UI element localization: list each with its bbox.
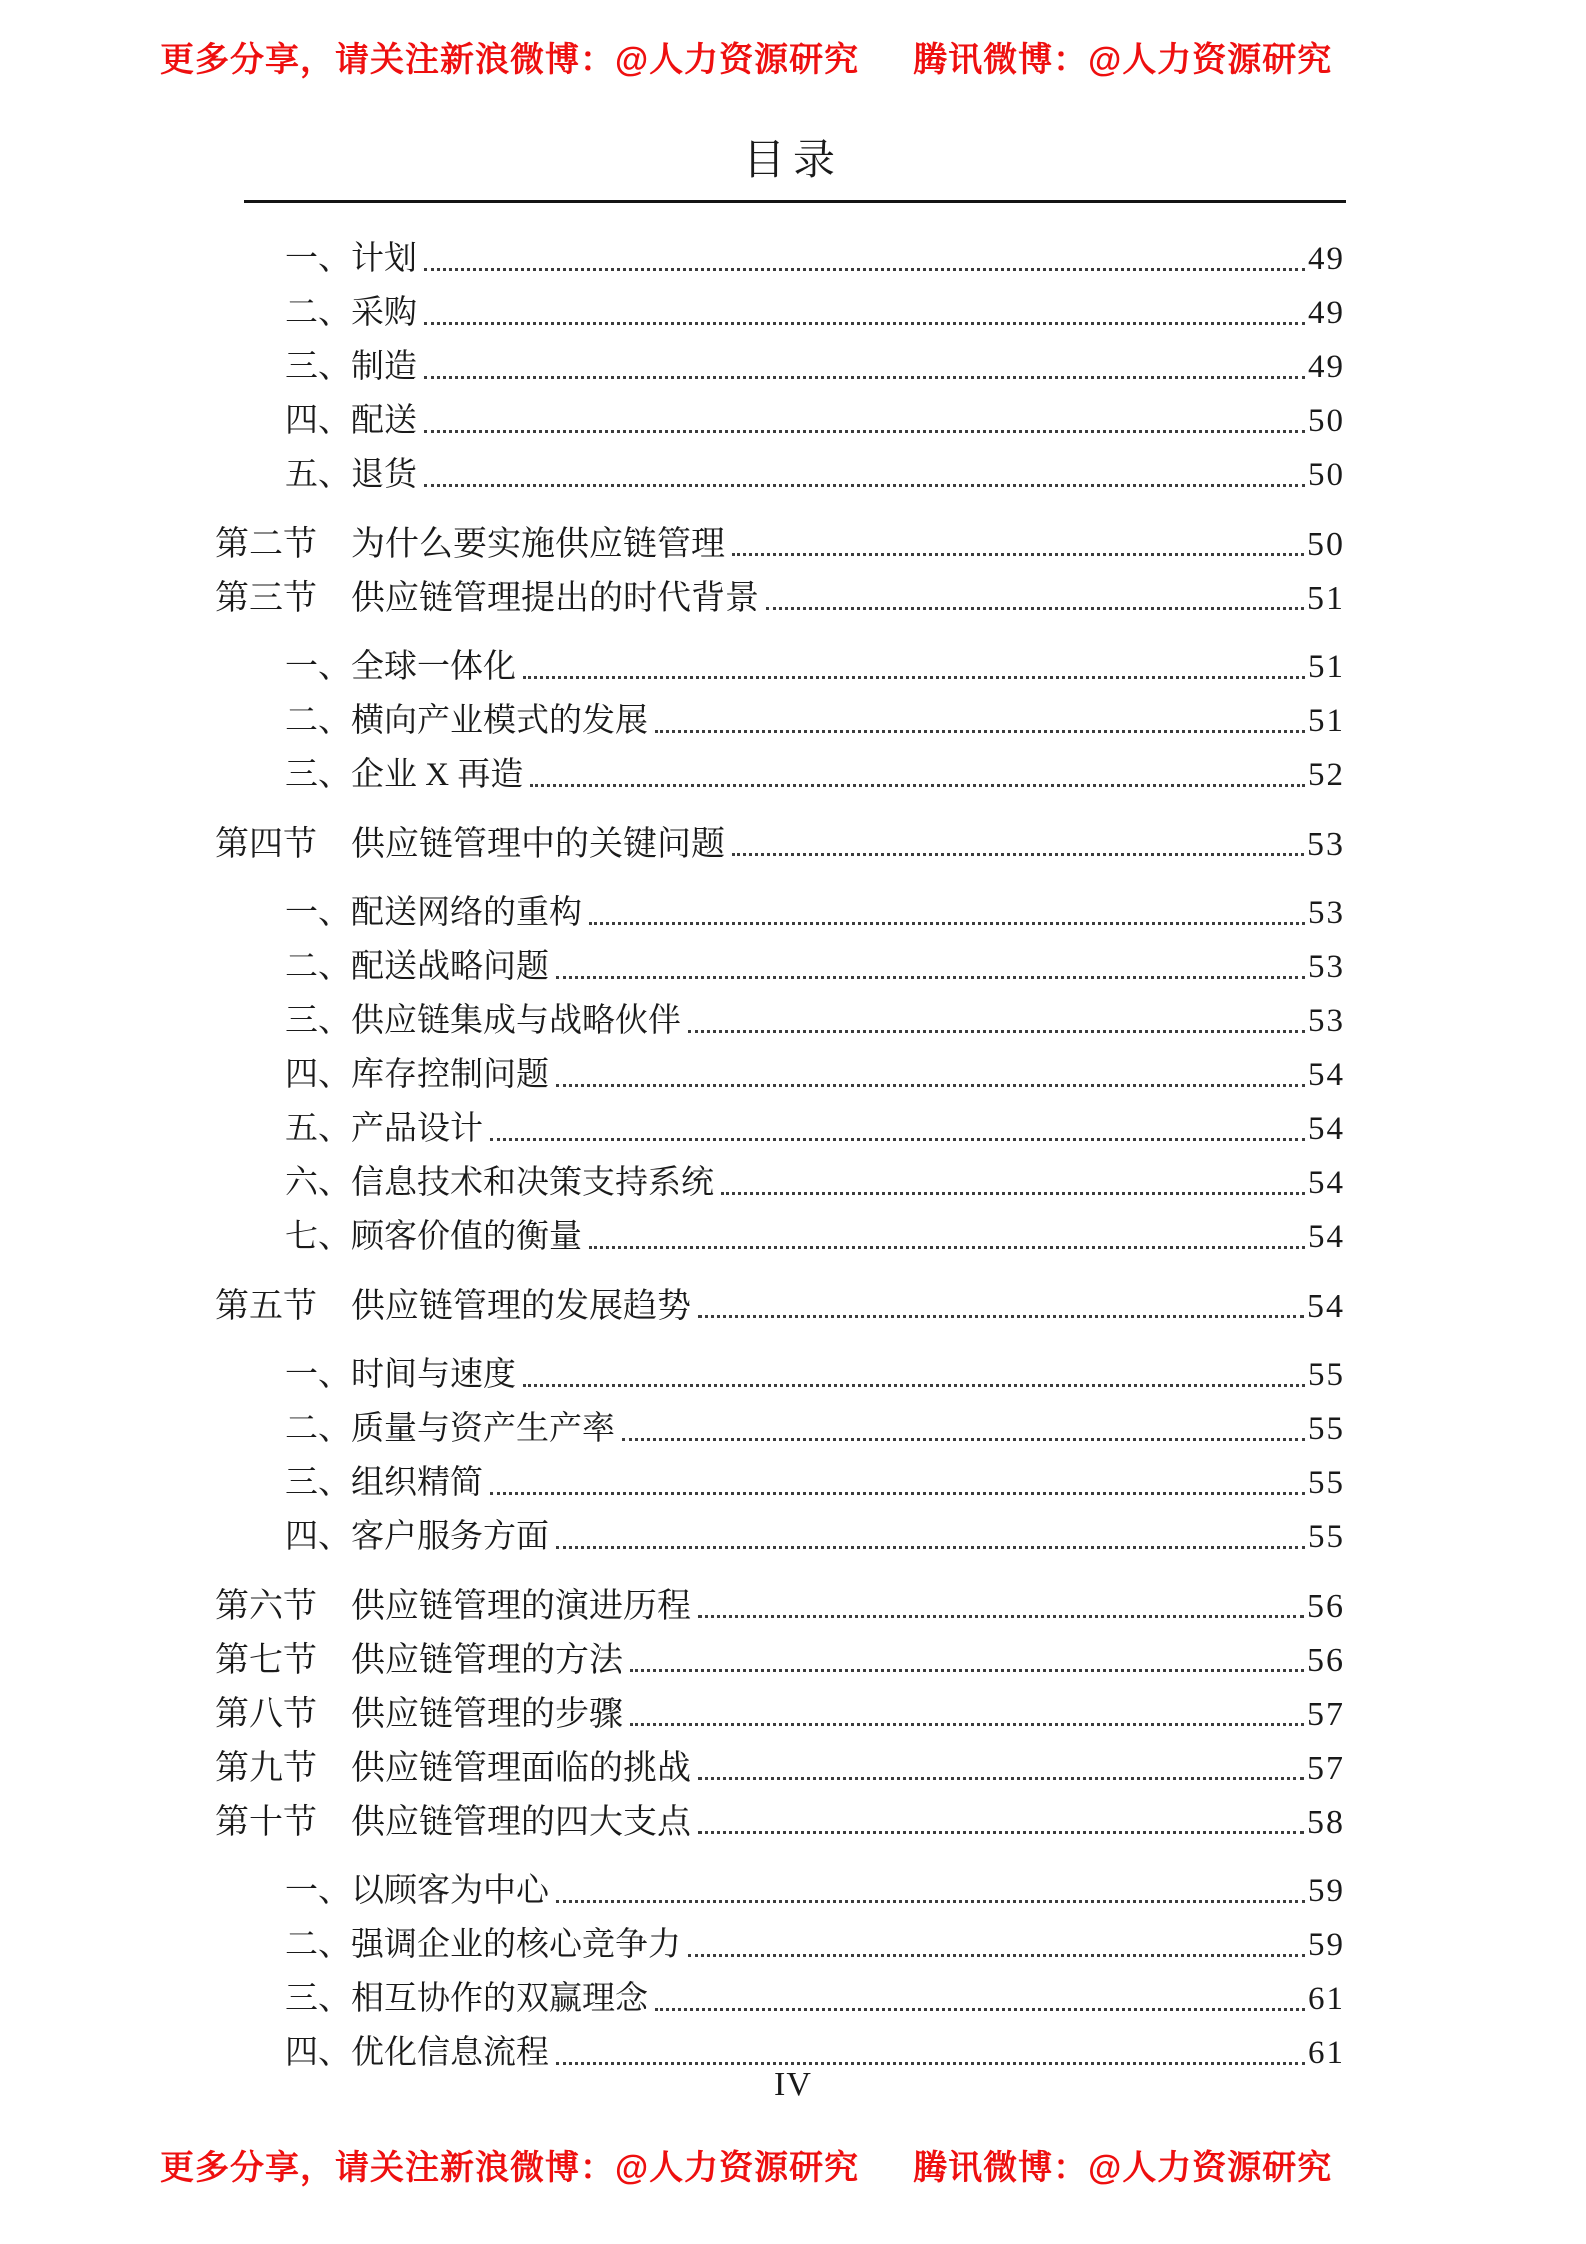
toc-entry-page: 56 <box>1307 1587 1345 1625</box>
toc-entry[interactable] <box>215 1272 1345 1326</box>
toc-entry-label: 一、计划 <box>285 241 417 278</box>
toc-entry-label: 第二节 为什么要实施供应链管理 <box>215 525 725 563</box>
toc-entry[interactable] <box>215 1149 1345 1203</box>
toc-entry-page: 49 <box>1308 349 1345 386</box>
toc-entry[interactable] <box>215 1572 1345 1626</box>
toc-dot-leader <box>655 2008 1305 2011</box>
toc-entry-page: 51 <box>1307 579 1345 617</box>
toc-entry-page: 52 <box>1308 757 1345 794</box>
toc-dot-leader <box>766 607 1304 610</box>
toc-entry-label: 四、配送 <box>285 403 417 440</box>
toc-entry-label: 三、组织精简 <box>285 1465 483 1502</box>
toc-entry[interactable] <box>215 279 1345 333</box>
toc-entry[interactable] <box>215 879 1345 933</box>
toc-entry-page: 54 <box>1307 1287 1345 1325</box>
toc-entry-page: 50 <box>1308 403 1345 440</box>
toc-dot-leader <box>424 322 1305 325</box>
footer-promo <box>160 2140 1332 2189</box>
toc-entry-page: 53 <box>1308 1003 1345 1040</box>
toc-entry-label: 第五节 供应链管理的发展趋势 <box>215 1287 691 1325</box>
toc-entry[interactable] <box>215 1041 1345 1095</box>
toc-dot-leader <box>556 1084 1305 1087</box>
toc-entry[interactable] <box>215 2019 1345 2073</box>
toc-entry[interactable] <box>215 741 1345 795</box>
toc-entry-label: 一、时间与速度 <box>285 1357 516 1394</box>
toc-entry-label: 三、企业 X 再造 <box>285 757 524 794</box>
toc-entry[interactable] <box>215 333 1345 387</box>
toc-dot-leader <box>732 853 1304 856</box>
toc-dot-leader <box>732 553 1304 556</box>
toc-entry[interactable] <box>215 510 1345 564</box>
toc-dot-leader <box>688 1954 1305 1957</box>
toc-entry-label: 五、产品设计 <box>285 1111 483 1148</box>
toc-entry[interactable] <box>215 1095 1345 1149</box>
toc-dot-leader <box>556 976 1305 979</box>
toc-entry-label: 二、采购 <box>285 295 417 332</box>
toc-entry[interactable] <box>215 225 1345 279</box>
toc-entry-page: 58 <box>1307 1803 1345 1841</box>
toc-dot-leader <box>523 676 1305 679</box>
toc-entry[interactable] <box>215 1395 1345 1449</box>
toc-entry[interactable] <box>215 441 1345 495</box>
toc-entry-page: 54 <box>1308 1057 1345 1094</box>
toc-entry[interactable] <box>215 564 1345 618</box>
toc-list <box>215 225 1345 2073</box>
toc-entry-page: 53 <box>1307 825 1345 863</box>
toc-dot-leader <box>523 1384 1305 1387</box>
toc-entry[interactable] <box>215 387 1345 441</box>
toc-entry-page: 54 <box>1308 1165 1345 1202</box>
toc-entry-page: 50 <box>1308 457 1345 494</box>
toc-entry-label: 二、质量与资产生产率 <box>285 1411 615 1448</box>
toc-entry-label: 五、退货 <box>285 457 417 494</box>
footer-promo-left: 更多分享，请关注新浪微博：@人力资源研究 <box>160 2149 860 2187</box>
toc-entry-page: 50 <box>1307 525 1345 563</box>
toc-dot-leader <box>698 1315 1304 1318</box>
toc-entry[interactable] <box>215 633 1345 687</box>
toc-dot-leader <box>424 268 1305 271</box>
toc-entry[interactable] <box>215 1449 1345 1503</box>
toc-entry-page: 57 <box>1307 1695 1345 1733</box>
toc-entry[interactable] <box>215 687 1345 741</box>
header-promo-left: 更多分享，请关注新浪微博：@人力资源研究 <box>160 41 860 79</box>
toc-entry-label: 第十节 供应链管理的四大支点 <box>215 1803 691 1841</box>
toc-entry[interactable] <box>215 1626 1345 1680</box>
toc-dot-leader <box>630 1669 1304 1672</box>
page-number: IV <box>774 2066 812 2103</box>
toc-dot-leader <box>630 1723 1304 1726</box>
toc-entry-label: 三、供应链集成与战略伙伴 <box>285 1003 681 1040</box>
toc-entry-label: 第三节 供应链管理提出的时代背景 <box>215 579 759 617</box>
toc-dot-leader <box>698 1777 1304 1780</box>
toc-dot-leader <box>424 430 1305 433</box>
toc-entry-page: 55 <box>1308 1465 1345 1502</box>
toc-dot-leader <box>622 1438 1305 1441</box>
toc-entry-page: 57 <box>1307 1749 1345 1787</box>
header-promo <box>160 32 1332 81</box>
toc-entry-label: 第七节 供应链管理的方法 <box>215 1641 623 1679</box>
toc-entry[interactable] <box>215 987 1345 1041</box>
toc-entry-label: 一、配送网络的重构 <box>285 895 582 932</box>
toc-entry-label: 四、库存控制问题 <box>285 1057 549 1094</box>
toc-entry[interactable] <box>215 810 1345 864</box>
toc-entry[interactable] <box>215 933 1345 987</box>
toc-section <box>0 140 1586 2073</box>
toc-entry-page: 49 <box>1308 295 1345 332</box>
footer-promo-right: 腾讯微博：@人力资源研究 <box>913 2149 1333 2187</box>
toc-entry[interactable] <box>215 1734 1345 1788</box>
toc-entry-page: 54 <box>1308 1111 1345 1148</box>
toc-entry-label: 二、强调企业的核心竞争力 <box>285 1927 681 1964</box>
header-promo-right: 腾讯微博：@人力资源研究 <box>913 41 1333 79</box>
toc-entry-page: 55 <box>1308 1411 1345 1448</box>
toc-entry-page: 59 <box>1308 1873 1345 1910</box>
toc-dot-leader <box>490 1138 1305 1141</box>
toc-dot-leader <box>688 1030 1305 1033</box>
toc-dot-leader <box>556 1546 1305 1549</box>
toc-entry-label: 七、顾客价值的衡量 <box>285 1219 582 1256</box>
toc-dot-leader <box>424 484 1305 487</box>
toc-entry-label: 第九节 供应链管理面临的挑战 <box>215 1749 691 1787</box>
toc-entry-label: 二、横向产业模式的发展 <box>285 703 648 740</box>
toc-entry-label: 第八节 供应链管理的步骤 <box>215 1695 623 1733</box>
toc-entry-page: 54 <box>1308 1219 1345 1256</box>
toc-entry-label: 四、优化信息流程 <box>285 2035 549 2072</box>
toc-entry-page: 51 <box>1308 649 1345 686</box>
toc-entry-page: 49 <box>1308 241 1345 278</box>
toc-entry-page: 56 <box>1307 1641 1345 1679</box>
toc-entry-page: 53 <box>1308 895 1345 932</box>
toc-entry-label: 四、客户服务方面 <box>285 1519 549 1556</box>
toc-entry-label: 第四节 供应链管理中的关键问题 <box>215 825 725 863</box>
toc-entry-page: 61 <box>1308 2035 1345 2072</box>
toc-entry-page: 55 <box>1308 1519 1345 1556</box>
toc-entry[interactable] <box>215 1680 1345 1734</box>
toc-dot-leader <box>721 1192 1305 1195</box>
toc-dot-leader <box>490 1492 1305 1495</box>
toc-entry[interactable] <box>215 1857 1345 1911</box>
toc-dot-leader <box>589 1246 1305 1249</box>
toc-entry-label: 一、以顾客为中心 <box>285 1873 549 1910</box>
toc-dot-leader <box>424 376 1305 379</box>
toc-entry-label: 三、相互协作的双赢理念 <box>285 1981 648 2018</box>
toc-dot-leader <box>530 784 1305 787</box>
toc-entry-page: 51 <box>1308 703 1345 740</box>
title-divider <box>244 200 1346 203</box>
toc-dot-leader <box>589 922 1305 925</box>
toc-entry-page: 53 <box>1308 949 1345 986</box>
toc-entry[interactable] <box>215 1911 1345 1965</box>
toc-entry-page: 59 <box>1308 1927 1345 1964</box>
toc-entry[interactable] <box>215 1203 1345 1257</box>
toc-entry-label: 二、配送战略问题 <box>285 949 549 986</box>
page-title: 目录 <box>742 138 843 184</box>
toc-entry-label: 三、制造 <box>285 349 417 386</box>
toc-entry-label: 一、全球一体化 <box>285 649 516 686</box>
toc-dot-leader <box>556 2062 1305 2065</box>
toc-entry[interactable] <box>215 1503 1345 1557</box>
toc-dot-leader <box>698 1615 1304 1618</box>
toc-entry-label: 六、信息技术和决策支持系统 <box>285 1165 714 1202</box>
toc-dot-leader <box>698 1831 1304 1834</box>
toc-entry[interactable] <box>215 1788 1345 1842</box>
toc-dot-leader <box>655 730 1305 733</box>
toc-entry[interactable] <box>215 1965 1345 2019</box>
toc-entry-page: 61 <box>1308 1981 1345 2018</box>
toc-entry-label: 第六节 供应链管理的演进历程 <box>215 1587 691 1625</box>
toc-dot-leader <box>556 1900 1305 1903</box>
toc-entry[interactable] <box>215 1341 1345 1395</box>
toc-entry-page: 55 <box>1308 1357 1345 1394</box>
